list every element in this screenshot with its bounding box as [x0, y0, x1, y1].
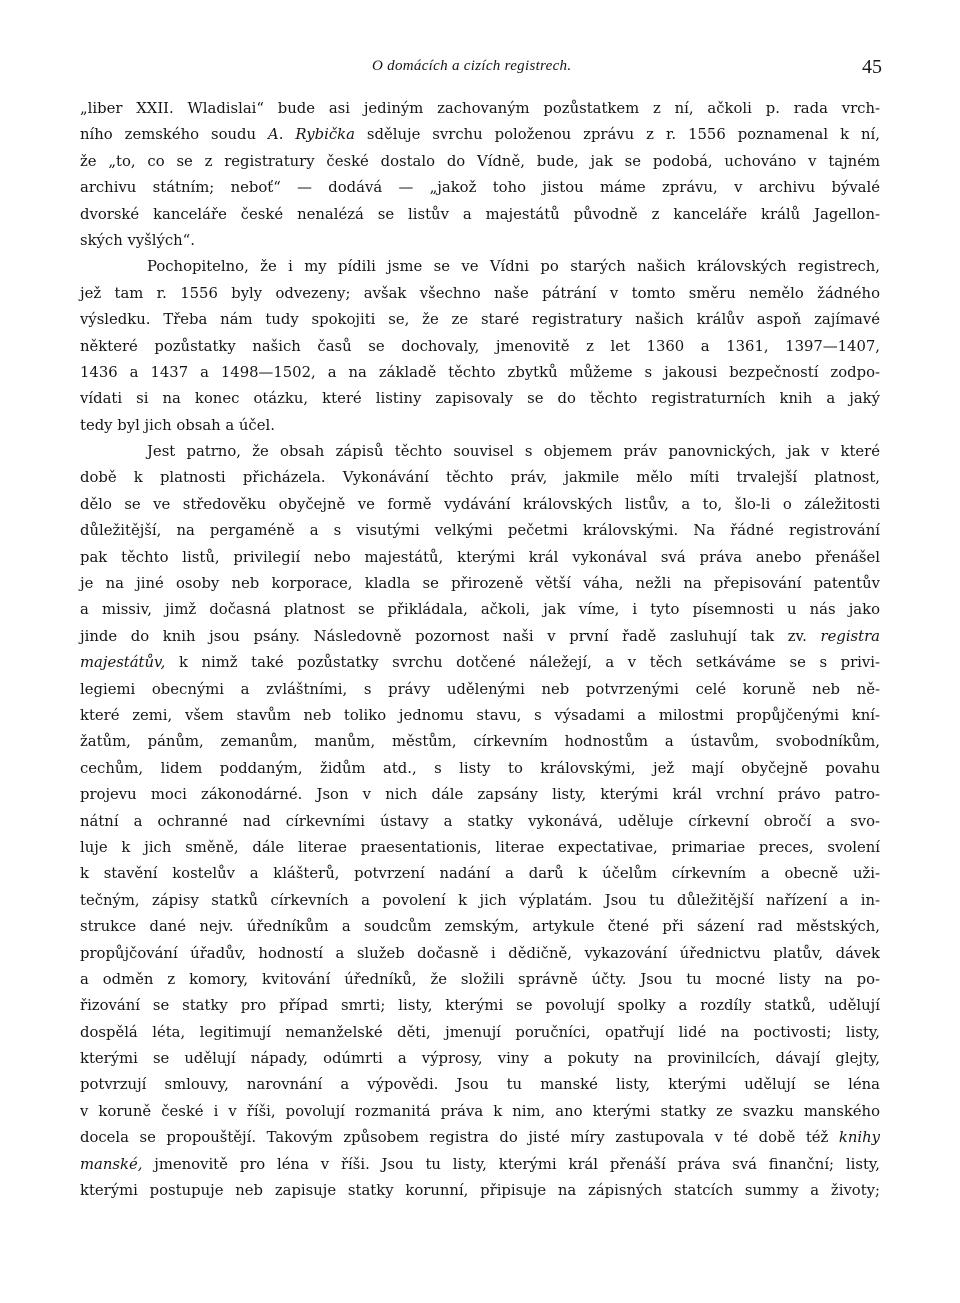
text-fragment: jinde do knih jsou psány. Následovně pozornost naši v první řadě zasluhují tak zv. [80, 627, 807, 645]
text-line [80, 122, 880, 148]
text-line: „liber XXII. Wladislai“ bude asi jediným zachovaným pozůstatkem z ní, ačkoli p. rada vrch- [80, 100, 880, 117]
text-line: době k platnosti přicházela. Vykonávání těchto práv, jakmile mělo míti trvalejší platnost, [80, 469, 880, 487]
term-italic: registra [820, 627, 880, 645]
text-line: luje k jich směně, dále literae praesentationis, literae expectativae, primariae preces, svolení [80, 838, 880, 856]
text-line: potvrzují smlouvy, narovnání a výpovědi. Jsou tu manské listy, kterými udělují se léna [80, 1076, 880, 1094]
text-line [80, 1125, 880, 1151]
text-line: žatům, pánům, zemanům, manům, městům, církevním hodnostům a ústavům, svobodníkům, [80, 733, 880, 751]
text-line: 1436 a 1437 a 1498—1502, a na základě těchto zbytků můžeme s jakousi bezpečností zodpo- [80, 363, 880, 381]
text-line: propůjčování úřadův, hodností a služeb dočasně i dědičně, vykazování úřednictvu platův, dávek [80, 944, 880, 962]
text-line: některé pozůstatky našich časů se dochovaly, jmenovitě z let 1360 a 1361, 1397—1407, [80, 337, 880, 355]
text-fragment: docela se propouštějí. Takovým způsobem registra do jisté míry zastupovala v té době též [80, 1129, 829, 1147]
text-line: a odměn z komory, kvitování úředníků, že složili správně účty. Jsou tu mocné listy na po- [80, 970, 880, 988]
text-line: cechům, lidem poddaným, židům atd., s listy to královskými, jež mají obyčejně povahu [80, 759, 880, 777]
text-line [80, 1152, 880, 1178]
text-fragment: ního zemského soudu [80, 126, 257, 144]
text-line [80, 624, 880, 650]
text-line: tedy byl jich obsah a účel. [80, 416, 275, 434]
body-text [80, 96, 880, 1204]
text-fragment: k nimž také pozůstatky svrchu dotčené náležejí, a v těch setkáváme se s privi- [178, 654, 880, 672]
text-line: je na jiné osoby neb korporace, kladla se přirozeně větší váha, nežli na přepisování patentův [80, 575, 880, 593]
text-line: legiemi obecnými a zvláštními, s právy udělenými neb potvrzenými celé koruně neb ně- [80, 680, 880, 698]
text-line: v koruně české i v říši, povolují rozmanitá práva k nim, ano kterými statky ze svazku manského [80, 1102, 880, 1120]
text-line: kterými postupuje neb zapisuje statky korunní, připisuje na zápisných statcích summy a životy; [80, 1182, 880, 1200]
text-line: kterými se udělují nápady, odúmrti a výprosy, viny a pokuty na provinilcích, dávají glejty, [80, 1050, 880, 1068]
text-line: tečným, zápisy statků církevních a povolení k jich výplatám. Jsou tu důležitější nařízení a in- [80, 891, 880, 909]
author-name: A. Rybička [268, 126, 355, 144]
text-line: které zemi, všem stavům neb toliko jednomu stavu, s výsadami a milostmi propůjčenými kní- [80, 706, 880, 724]
term-italic: manské, [80, 1155, 143, 1173]
term-italic: majestátův, [80, 654, 166, 672]
text-line: dospělá léta, legitimují nemanželské děti, jmenují poručníci, opatřují lidé na poctivosti; listy, [80, 1023, 880, 1041]
text-line: důležitější, na pergaméně a s visutými velkými pečetmi královskými. Na řádné registrování [80, 522, 880, 540]
text-line: vídati si na konec otázku, které listiny zapisovaly se do těchto registraturních knih a jaký [80, 390, 880, 408]
text-line: dvorské kanceláře české nenalézá se listův a majestátů původně z kanceláře králů Jagellon- [80, 205, 880, 223]
text-line: archivu státním; neboť“ — dodává — „jakož toho jistou máme zprávu, v archivu bývalé [80, 179, 880, 197]
text-line: Pochopitelno, že i my pídili jsme se ve Vídni po starých našich královských registrech, [147, 258, 880, 276]
text-line: projevu moci zákonodárné. Json v nich dále zapsány listy, kterými král vrchní právo patro- [80, 786, 880, 804]
text-line: strukce dané nejv. úředníkům a soudcům zemským, artykule čtené při sázení rad městských, [80, 918, 880, 936]
text-line: pak těchto listů, privilegií nebo majestátů, kterými král vykonával svá práva anebo přenášel [80, 548, 880, 566]
text-line: a missiv, jimž dočasná platnost se přikládala, ačkoli, jak víme, i tyto písemnosti u nás jako [80, 601, 880, 619]
running-head [0, 56, 960, 80]
page-number: 45 [862, 56, 882, 78]
text-line: Jest patrno, že obsah zápisů těchto souvisel s objemem práv panovnických, jak v které [147, 443, 880, 461]
text-fragment: jmenovitě pro léna v říši. Jsou tu listy, kterými král přenáší práva svá finanční; listy, [154, 1155, 880, 1173]
text-line: že „to, co se z registratury české dostalo do Vídně, bude, jak se podobá, uchováno v tajném [80, 152, 880, 170]
text-line: řizování se statky pro případ smrti; listy, kterými se povolují spolky a rozdíly statků, udělují [80, 997, 880, 1015]
text-line: nátní a ochranné nad církevními ústavy a statky vykonává, uděluje církevní obročí a svo- [80, 812, 880, 830]
text-line [80, 650, 880, 676]
text-fragment: sděluje svrchu položenou zprávu z r. 1556 poznamenal k ní, [366, 126, 880, 144]
text-line: dělo se ve středověku obyčejně ve formě vydávání královských listův, a to, šlo-li o záležitosti [80, 495, 880, 513]
text-line: k stavění kostelův a klášterů, potvrzení nadání a darů k účelům církevním a obecně uži- [80, 865, 880, 883]
term-italic: knihy [838, 1129, 880, 1147]
text-line: ských vyšlých“. [80, 231, 195, 249]
text-line: jež tam r. 1556 byly odvezeny; avšak všechno naše pátrání v tomto směru nemělo žádného [80, 284, 880, 302]
text-line: výsledku. Třeba nám tudy spokojiti se, že ze staré registratury našich králův aspoň zajímavé [80, 311, 880, 329]
running-title: O domácích a cizích registrech. [372, 58, 572, 74]
